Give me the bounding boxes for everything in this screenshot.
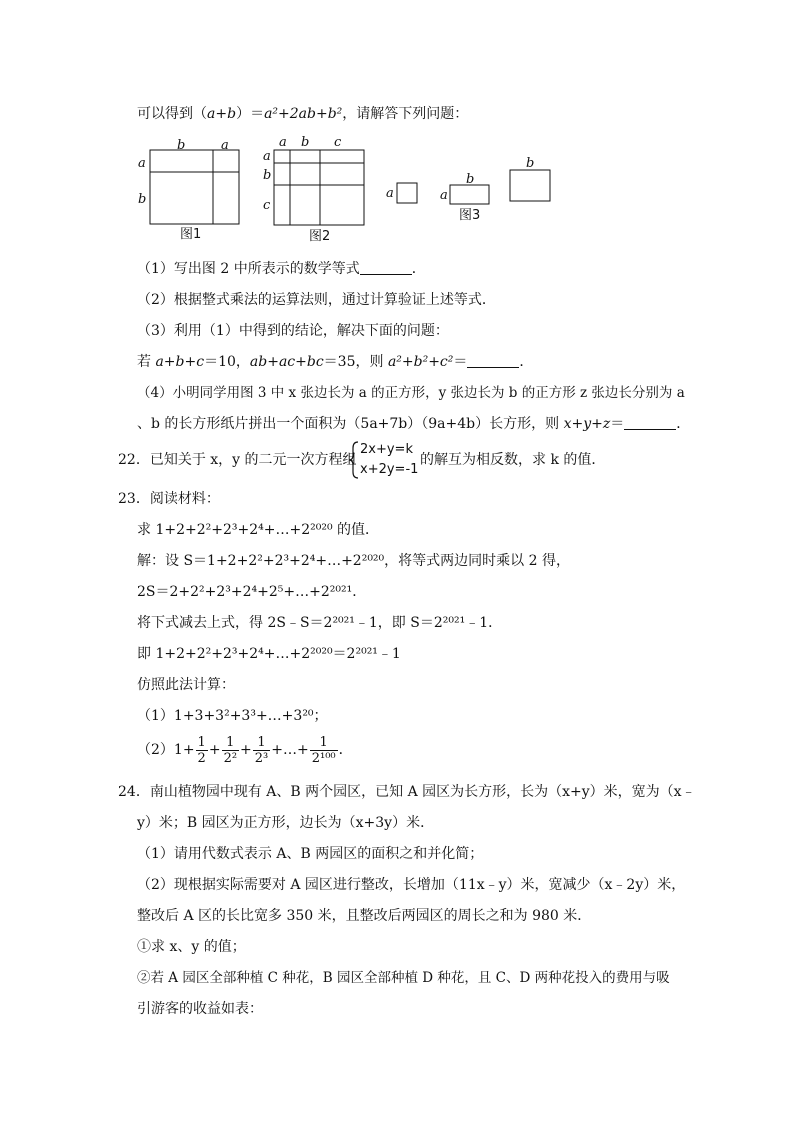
q22-line — [118, 450, 357, 470]
q24-line4: （2）现根据实际需要对 A 园区进行整改，长增加（11x﹣y）米，宽减少（x﹣2y）米， — [137, 877, 686, 893]
q23-line8: （2）1+ $\frac{1}{2}$ + $\frac{1}{\text{2²}}$ + $\frac{1}{\text{2³}}$ +…+ $\frac{1}{\text{2¹⁰⁰}}$ ． — [137, 734, 353, 766]
q23-dots: +…+ — [271, 742, 309, 758]
q21-p3b-end: ． — [519, 354, 534, 370]
fig3-small-square — [397, 183, 417, 203]
q24-number: 24． — [118, 784, 150, 800]
fig1-label-top-a: a — [221, 138, 229, 153]
fig1-label-left-a: a — [138, 156, 146, 171]
fig1-caption: 图1 — [180, 227, 202, 242]
q21-part4-line1: （4）小明同学用图 3 中 x 张边长为 a 的正方形，y 张边长为 b 的正方形 z 张边长分别为 a — [137, 385, 685, 401]
fig3-label-square-b: b — [526, 156, 535, 171]
q21-part1-end: ． — [411, 261, 426, 277]
q24-line3: （1）请用代数式表示 A、B 两园区的面积之和并化简； — [137, 846, 484, 862]
fig1-label-left-b: b — [138, 192, 147, 207]
figures-svg — [0, 0, 794, 260]
figure-1 — [150, 150, 239, 224]
q23-line5: 即 1+2+2²+2³+2⁴+…+2²⁰²⁰＝2²⁰²¹﹣1 — [137, 646, 401, 662]
q21-part4-line2 — [137, 414, 690, 434]
q24-line7: ②若 A 园区全部种植 C 种花，B 园区全部种植 D 种花，且 C、D 两种花投入的费用与吸 — [137, 970, 670, 986]
intro-suffix: ，请解答下列问题： — [342, 106, 469, 122]
intro-prefix: 可以得到（ — [137, 106, 207, 122]
fig2-label-top-c: c — [334, 135, 342, 150]
q23-l8-end: ． — [338, 742, 353, 758]
q21-part1-blank[interactable] — [360, 260, 412, 275]
q23-header — [118, 489, 220, 509]
q21-p4-pre: 、b 的长方形纸片拼出一个面积为（5a+7b）（9a+4b）长方形，则 — [137, 416, 564, 432]
fig2-label-top-b: b — [301, 135, 310, 150]
q24-line6: ①求 x、y 的值； — [137, 939, 246, 955]
q23-fraction-1 — [196, 735, 208, 766]
fig2-label-left-c: c — [263, 198, 271, 213]
q24-line8: 引游客的收益如表： — [137, 1001, 263, 1017]
q21-part2: （2）根据整式乘法的运算法则，通过计算验证上述等式． — [137, 292, 496, 308]
fig2-label-top-a: a — [279, 135, 287, 150]
frac2-num: 1 — [222, 735, 239, 751]
q21-part4-blank[interactable] — [624, 415, 676, 430]
fig3-label-rect-b: b — [466, 172, 475, 187]
fig2-outer-square — [274, 150, 364, 225]
fig3-caption: 图3 — [459, 208, 481, 223]
q23-line1: 求 1+2+2²+2³+2⁴+…+2²⁰²⁰ 的值． — [137, 522, 380, 538]
q23-l8-pre: （2）1+ — [137, 742, 195, 758]
frac4-num: 1 — [310, 735, 338, 751]
q21-p3b-cond2: ab+ac+bc — [249, 354, 324, 370]
intro-plus: + — [215, 106, 228, 122]
frac2-den: 2² — [223, 750, 238, 766]
q22-text-pre: 已知关于 x，y 的二元一次方程组 — [149, 452, 357, 468]
q21-part3-blank[interactable] — [467, 353, 519, 368]
fig2-caption: 图2 — [309, 229, 331, 244]
fig2-label-left-b: b — [263, 168, 272, 183]
intro-a: a — [207, 106, 216, 122]
q22-number: 22． — [118, 452, 150, 468]
q21-p3b-eq2: ＝35，则 — [323, 354, 388, 370]
frac1-num: 1 — [197, 734, 206, 750]
q24-line5: 整改后 A 区的长比宽多 350 米，且整改后两园区的周长之和为 980 米． — [137, 908, 592, 924]
q21-p3b-eq1: ＝10， — [204, 354, 250, 370]
q21-p4-eq: ＝ — [610, 416, 625, 432]
q21-p3b-ask: a²+b²+c² — [387, 354, 454, 370]
q22-eq2: x+2y=-1 — [360, 462, 419, 477]
q23-line3: 2S＝2+2²+2³+2⁴+2⁵+…+2²⁰²¹． — [137, 584, 367, 600]
intro-eq: ＝ — [250, 106, 265, 122]
fig3-label-square-a: a — [386, 186, 394, 201]
q21-p4-ask: x+y+z — [563, 416, 611, 432]
fig1-outer-square — [150, 150, 239, 224]
q22-eq1: 2x+y=k — [360, 442, 413, 457]
q23-title: 阅读材料： — [149, 491, 220, 507]
q23-line6: 仿照此法计算： — [137, 677, 235, 693]
q21-p3b-cond1: a+b+c — [155, 354, 205, 370]
q24-line2: y）米；B 园区为正方形，边长为（x+3y）米． — [137, 815, 435, 831]
q23-line2: 解：设 S＝1+2+2²+2³+2⁴+…+2²⁰²⁰，将等式两边同时乘以 2 得， — [137, 553, 570, 569]
intro-close: ） — [236, 106, 251, 122]
q21-part1 — [137, 259, 426, 279]
q23-line7: （1）1+3+3²+3³+…+3²⁰； — [137, 708, 328, 724]
q24-line1-text: 南山植物园中现有 A、B 两个园区，已知 A 园区为长方形，长为（x+y）米，宽为（x﹣ — [149, 784, 696, 800]
frac3-num: 1 — [253, 735, 270, 751]
frac1-den: 2 — [197, 750, 206, 766]
q22-text-post: 的解互为相反数，求 k 的值． — [420, 452, 606, 468]
frac4-den: 2¹⁰⁰ — [311, 750, 336, 766]
q23-number: 23． — [118, 491, 150, 507]
q24-line1 — [118, 782, 696, 802]
intro-rhs: a²+2ab+b² — [264, 106, 343, 122]
fig2-label-left-a: a — [263, 149, 271, 164]
frac3-den: 2³ — [254, 750, 269, 766]
q21-p4-end: ． — [676, 416, 691, 432]
q21-p3b-pre: 若 — [137, 354, 156, 370]
q23-line4: 将下式减去上式，得 2S﹣S＝2²⁰²¹﹣1，即 S＝2²⁰²¹﹣1． — [137, 615, 503, 631]
q21-p3b-eq3: ＝ — [453, 354, 468, 370]
q21-part3-condition — [137, 352, 533, 372]
q23-fraction-3 — [253, 735, 270, 766]
q23-fraction-2 — [222, 735, 239, 766]
fig3-label-rect-a: a — [440, 188, 448, 203]
fig1-label-top-b: b — [177, 138, 186, 153]
q21-part1-text: （1）写出图 2 中所表示的数学等式 — [137, 261, 360, 277]
intro-b: b — [227, 106, 237, 122]
figure-2 — [274, 150, 364, 225]
q23-fraction-4 — [310, 735, 338, 766]
q21-part3: （3）利用（1）中得到的结论，解决下面的问题： — [137, 323, 449, 339]
fig3-large-square — [510, 170, 550, 201]
